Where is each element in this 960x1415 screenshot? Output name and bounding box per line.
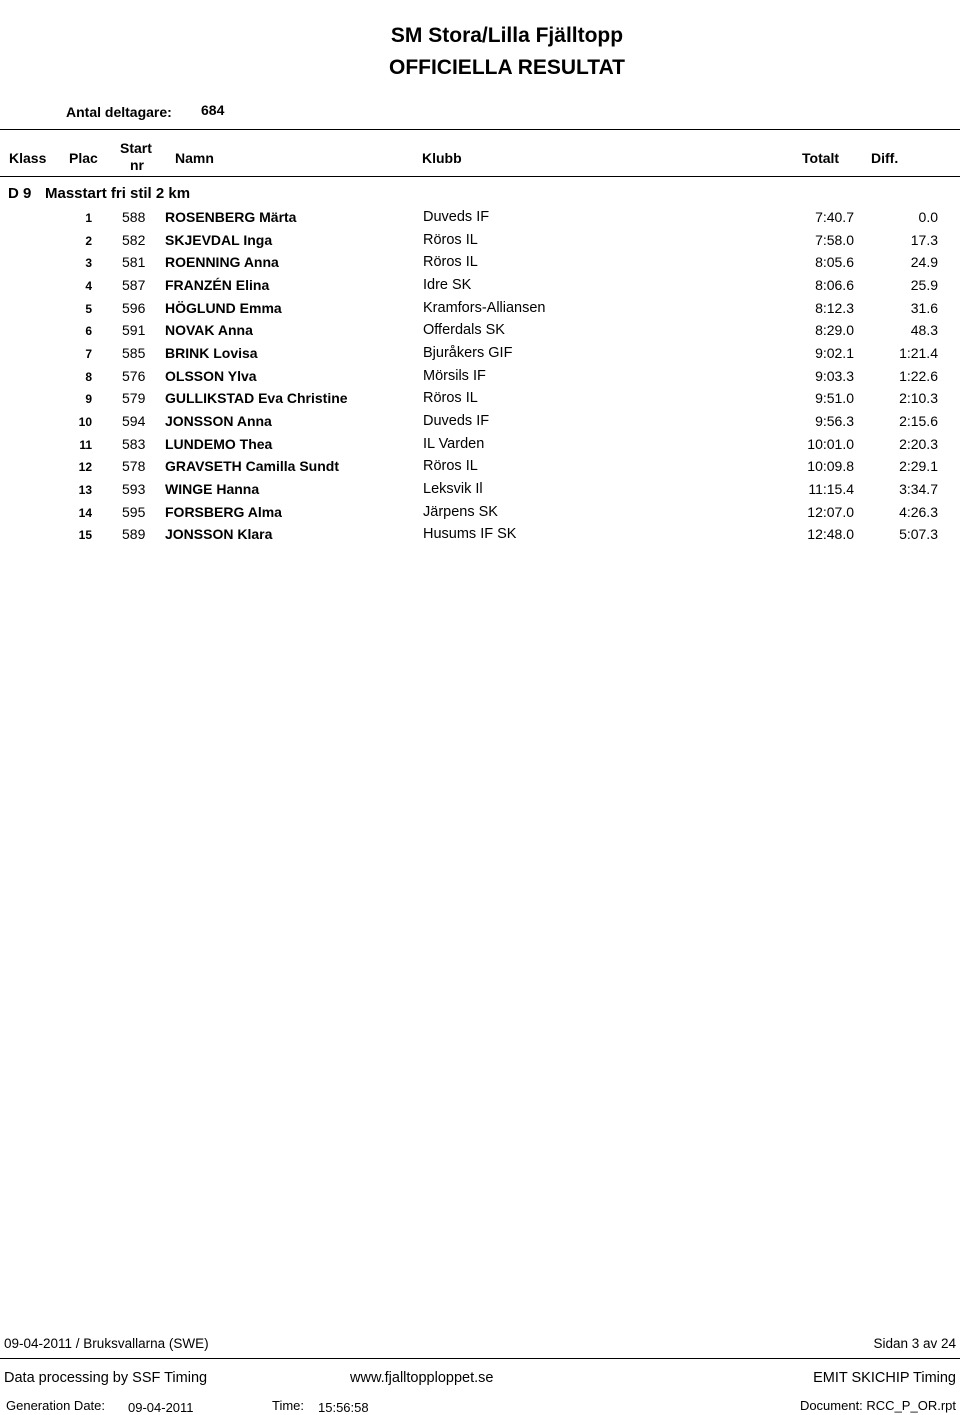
row-total: 10:09.8 bbox=[807, 458, 854, 474]
col-totalt: Totalt bbox=[802, 150, 840, 166]
row-name: SKJEVDAL Inga bbox=[165, 232, 273, 248]
row-diff: 25.9 bbox=[910, 277, 938, 293]
table-row bbox=[0, 504, 960, 526]
row-name: JONSSON Klara bbox=[165, 526, 273, 542]
section-name: Masstart fri stil 2 km bbox=[45, 185, 191, 202]
row-plac: 9 bbox=[85, 392, 92, 406]
row-diff: 31.6 bbox=[910, 300, 938, 316]
table-row bbox=[0, 254, 960, 276]
row-plac: 7 bbox=[85, 347, 92, 361]
table-row bbox=[0, 368, 960, 390]
row-diff: 2:29.1 bbox=[899, 458, 938, 474]
row-name: ROSENBERG Märta bbox=[165, 209, 297, 225]
row-diff: 2:15.6 bbox=[899, 413, 938, 429]
row-start-nr: 582 bbox=[122, 232, 146, 248]
row-name: ROENNING Anna bbox=[165, 254, 279, 270]
table-row bbox=[0, 300, 960, 322]
row-total: 10:01.0 bbox=[807, 436, 854, 452]
row-start-nr: 576 bbox=[122, 368, 146, 384]
row-total: 12:48.0 bbox=[807, 526, 854, 542]
section-class: D 9 bbox=[8, 185, 32, 202]
row-name: GRAVSETH Camilla Sundt bbox=[165, 458, 339, 474]
col-klass: Klass bbox=[9, 150, 47, 166]
row-club: Mörsils IF bbox=[423, 368, 486, 384]
row-start-nr: 587 bbox=[122, 277, 146, 293]
row-name: OLSSON Ylva bbox=[165, 368, 257, 384]
row-diff: 5:07.3 bbox=[899, 526, 938, 542]
row-plac: 12 bbox=[78, 460, 92, 474]
row-start-nr: 585 bbox=[122, 345, 146, 361]
row-club: IL Varden bbox=[423, 436, 485, 452]
footer-time-label: Time: bbox=[272, 1398, 305, 1413]
row-club: Duveds IF bbox=[423, 413, 490, 429]
row-name: FRANZÉN Elina bbox=[165, 277, 270, 293]
row-total: 7:40.7 bbox=[815, 209, 854, 225]
row-plac: 2 bbox=[85, 234, 92, 248]
row-diff: 2:20.3 bbox=[899, 436, 938, 452]
row-name: WINGE Hanna bbox=[165, 481, 260, 497]
footer-generation-label: Generation Date: bbox=[6, 1398, 106, 1413]
table-row bbox=[0, 345, 960, 367]
footer-event: 09-04-2011 / Bruksvallarna (SWE) bbox=[4, 1336, 209, 1351]
row-club: Röros IL bbox=[423, 254, 478, 270]
footer-generation-date: 09-04-2011 bbox=[128, 1400, 194, 1415]
row-club: Järpens SK bbox=[423, 504, 498, 520]
header-bottom-rule bbox=[0, 176, 960, 177]
row-start-nr: 589 bbox=[122, 526, 146, 542]
row-plac: 3 bbox=[85, 256, 92, 270]
row-club: Leksvik Il bbox=[423, 481, 483, 497]
row-total: 8:05.6 bbox=[815, 254, 854, 270]
row-club: Offerdals SK bbox=[423, 322, 505, 338]
footer-document: Document: RCC_P_OR.rpt bbox=[799, 1398, 956, 1413]
row-total: 12:07.0 bbox=[807, 504, 854, 520]
row-plac: 8 bbox=[85, 370, 92, 384]
row-start-nr: 588 bbox=[122, 209, 146, 225]
row-club: Röros IL bbox=[423, 390, 478, 406]
row-diff: 0.0 bbox=[918, 209, 938, 225]
row-club: Idre SK bbox=[423, 277, 472, 293]
col-start-line2: nr bbox=[130, 157, 144, 173]
table-row bbox=[0, 209, 960, 231]
row-diff: 3:34.7 bbox=[899, 481, 938, 497]
row-plac: 6 bbox=[85, 324, 92, 338]
row-club: Duveds IF bbox=[423, 209, 490, 225]
row-total: 9:56.3 bbox=[815, 413, 854, 429]
row-total: 11:15.4 bbox=[808, 481, 854, 497]
row-plac: 10 bbox=[78, 415, 92, 429]
row-diff: 24.9 bbox=[910, 254, 938, 270]
row-plac: 1 bbox=[85, 211, 92, 225]
row-diff: 17.3 bbox=[910, 232, 938, 248]
table-row bbox=[0, 413, 960, 435]
footer-rule bbox=[0, 1358, 960, 1359]
row-total: 9:03.3 bbox=[815, 368, 854, 384]
row-plac: 13 bbox=[78, 483, 92, 497]
row-start-nr: 581 bbox=[122, 254, 146, 270]
row-plac: 4 bbox=[85, 279, 92, 293]
table-row bbox=[0, 436, 960, 458]
row-name: LUNDEMO Thea bbox=[165, 436, 273, 452]
row-plac: 14 bbox=[78, 506, 92, 520]
row-start-nr: 595 bbox=[122, 504, 146, 520]
row-start-nr: 596 bbox=[122, 300, 146, 316]
row-club: Bjuråkers GIF bbox=[423, 345, 513, 361]
row-diff: 1:22.6 bbox=[899, 368, 938, 384]
footer-timing: EMIT SKICHIP Timing bbox=[813, 1370, 956, 1386]
page-subtitle: OFFICIELLA RESULTAT bbox=[388, 56, 626, 79]
footer-time-value: 15:56:58 bbox=[318, 1400, 369, 1415]
table-row bbox=[0, 458, 960, 480]
row-name: JONSSON Anna bbox=[165, 413, 272, 429]
col-start-line1: Start bbox=[120, 140, 152, 156]
table-row bbox=[0, 232, 960, 254]
row-name: HÖGLUND Emma bbox=[165, 300, 282, 316]
row-diff: 1:21.4 bbox=[899, 345, 938, 361]
col-plac: Plac bbox=[69, 150, 98, 166]
row-name: FORSBERG Alma bbox=[165, 504, 282, 520]
footer-page: Sidan 3 av 24 bbox=[873, 1336, 956, 1351]
row-diff: 4:26.3 bbox=[899, 504, 938, 520]
table-row bbox=[0, 526, 960, 548]
row-total: 8:12.3 bbox=[815, 300, 854, 316]
row-total: 7:58.0 bbox=[815, 232, 854, 248]
row-total: 9:51.0 bbox=[815, 390, 854, 406]
row-club: Röros IL bbox=[423, 232, 478, 248]
row-plac: 15 bbox=[78, 528, 92, 542]
row-diff: 48.3 bbox=[910, 322, 938, 338]
row-plac: 5 bbox=[85, 302, 92, 316]
col-namn: Namn bbox=[175, 150, 214, 166]
footer-data-processing: Data processing by SSF Timing bbox=[4, 1370, 208, 1386]
col-klubb: Klubb bbox=[422, 150, 462, 166]
table-row bbox=[0, 390, 960, 412]
row-start-nr: 593 bbox=[122, 481, 146, 497]
header-top-rule bbox=[0, 129, 960, 130]
col-diff: Diff. bbox=[871, 150, 899, 166]
row-diff: 2:10.3 bbox=[899, 390, 938, 406]
row-total: 8:06.6 bbox=[815, 277, 854, 293]
row-total: 9:02.1 bbox=[815, 345, 854, 361]
row-name: BRINK Lovisa bbox=[165, 345, 258, 361]
participants-label: Antal deltagare: bbox=[66, 104, 172, 120]
row-name: NOVAK Anna bbox=[165, 322, 253, 338]
row-start-nr: 579 bbox=[122, 390, 146, 406]
row-plac: 11 bbox=[79, 438, 92, 452]
row-start-nr: 594 bbox=[122, 413, 146, 429]
participants-value: 684 bbox=[201, 102, 225, 118]
table-row bbox=[0, 481, 960, 503]
page-title: SM Stora/Lilla Fjälltopp bbox=[390, 24, 624, 47]
table-row bbox=[0, 277, 960, 299]
table-row bbox=[0, 322, 960, 344]
row-start-nr: 578 bbox=[122, 458, 146, 474]
footer-website[interactable]: www.fjalltopploppet.se bbox=[350, 1370, 494, 1386]
row-club: Röros IL bbox=[423, 458, 478, 474]
row-start-nr: 591 bbox=[122, 322, 146, 338]
row-name: GULLIKSTAD Eva Christine bbox=[165, 390, 348, 406]
row-club: Husums IF SK bbox=[423, 526, 517, 542]
row-total: 8:29.0 bbox=[815, 322, 854, 338]
row-club: Kramfors-Alliansen bbox=[423, 300, 546, 316]
row-start-nr: 583 bbox=[122, 436, 146, 452]
